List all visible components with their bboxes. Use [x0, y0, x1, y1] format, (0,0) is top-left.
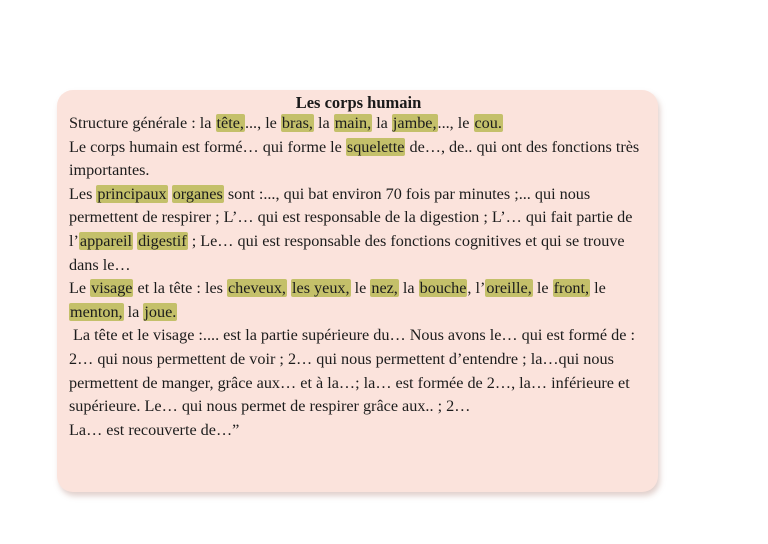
highlighted-word: cou. [474, 114, 502, 132]
paragraph-1 [69, 112, 648, 136]
paragraph-6 [69, 419, 648, 443]
paragraph-2 [69, 136, 648, 183]
text-segment: ..., le [437, 114, 474, 132]
text-segment: et la tête : les [133, 279, 227, 298]
text-segment: la [398, 279, 419, 298]
highlighted-word: menton, [70, 302, 123, 321]
paragraph-4 [69, 277, 648, 324]
text-segment: le [590, 279, 610, 298]
highlighted-word: tête, [216, 114, 244, 132]
highlighted-word: bouche [419, 279, 467, 298]
paragraph-3 [69, 183, 648, 277]
text-segment: le [350, 279, 371, 298]
text-segment: sont :..., qui bat environ 70 fois par minutes ;... qui nous permettent de respirer ; L’… qui est responsable de la digestion ; L’… qui fait partie de l’ [69, 184, 637, 250]
text-segment: la [123, 302, 144, 321]
paragraph-5 [69, 324, 648, 418]
text-segment: de…, de.. qui ont des fonctions très importantes. [69, 137, 644, 180]
highlighted-word: principaux [97, 184, 167, 203]
highlighted-word: bras, [281, 114, 313, 132]
highlighted-word: oreille, [486, 279, 532, 298]
highlighted-word: digestif [138, 231, 187, 250]
text-segment: ; Le… qui est responsable des fonctions cognitives et qui se trouve dans le… [69, 231, 629, 274]
highlighted-word: jambe, [392, 114, 437, 132]
text-segment: la [313, 114, 334, 132]
highlighted-word: squelette [346, 137, 405, 156]
highlighted-word: cheveux, [227, 279, 286, 298]
text-segment: , l’ [467, 279, 486, 298]
document-card [57, 90, 658, 492]
text-segment: Les [69, 184, 97, 203]
text-segment: Structure générale : la [69, 114, 216, 132]
text-segment: Le [69, 279, 91, 298]
highlighted-word: visage [91, 279, 133, 298]
highlighted-word: appareil [79, 231, 133, 250]
highlighted-word: les yeux, [292, 279, 350, 298]
highlighted-word: main, [334, 114, 372, 132]
text-segment: le [532, 279, 553, 298]
highlighted-word: joue. [144, 302, 177, 321]
text-segment: la [372, 114, 392, 132]
text-segment: ..., le [244, 114, 281, 132]
document-paragraphs [69, 112, 648, 442]
document-title: Les corps humain [295, 93, 422, 112]
highlighted-word: front, [553, 279, 590, 298]
document-body [69, 94, 648, 492]
text-segment: La tête et le visage :.... est la partie supérieure du… Nous avons le… qui est formé de : 2… qui nous permettent de voir ; 2… qui nous permettent d’entendre ; la…qui nous permettent de manger, grâce aux… et à la…; la… est formée de 2…, la… inférieure et supérieure. Le… qui nous permet de respirer grâce aux.. ; 2… [69, 326, 639, 416]
highlighted-word: nez, [371, 279, 398, 298]
text-segment: La… est recouverte de…” [69, 420, 240, 439]
text-segment: Le corps humain est formé… qui forme le [69, 137, 346, 156]
highlighted-word: organes [172, 184, 223, 203]
